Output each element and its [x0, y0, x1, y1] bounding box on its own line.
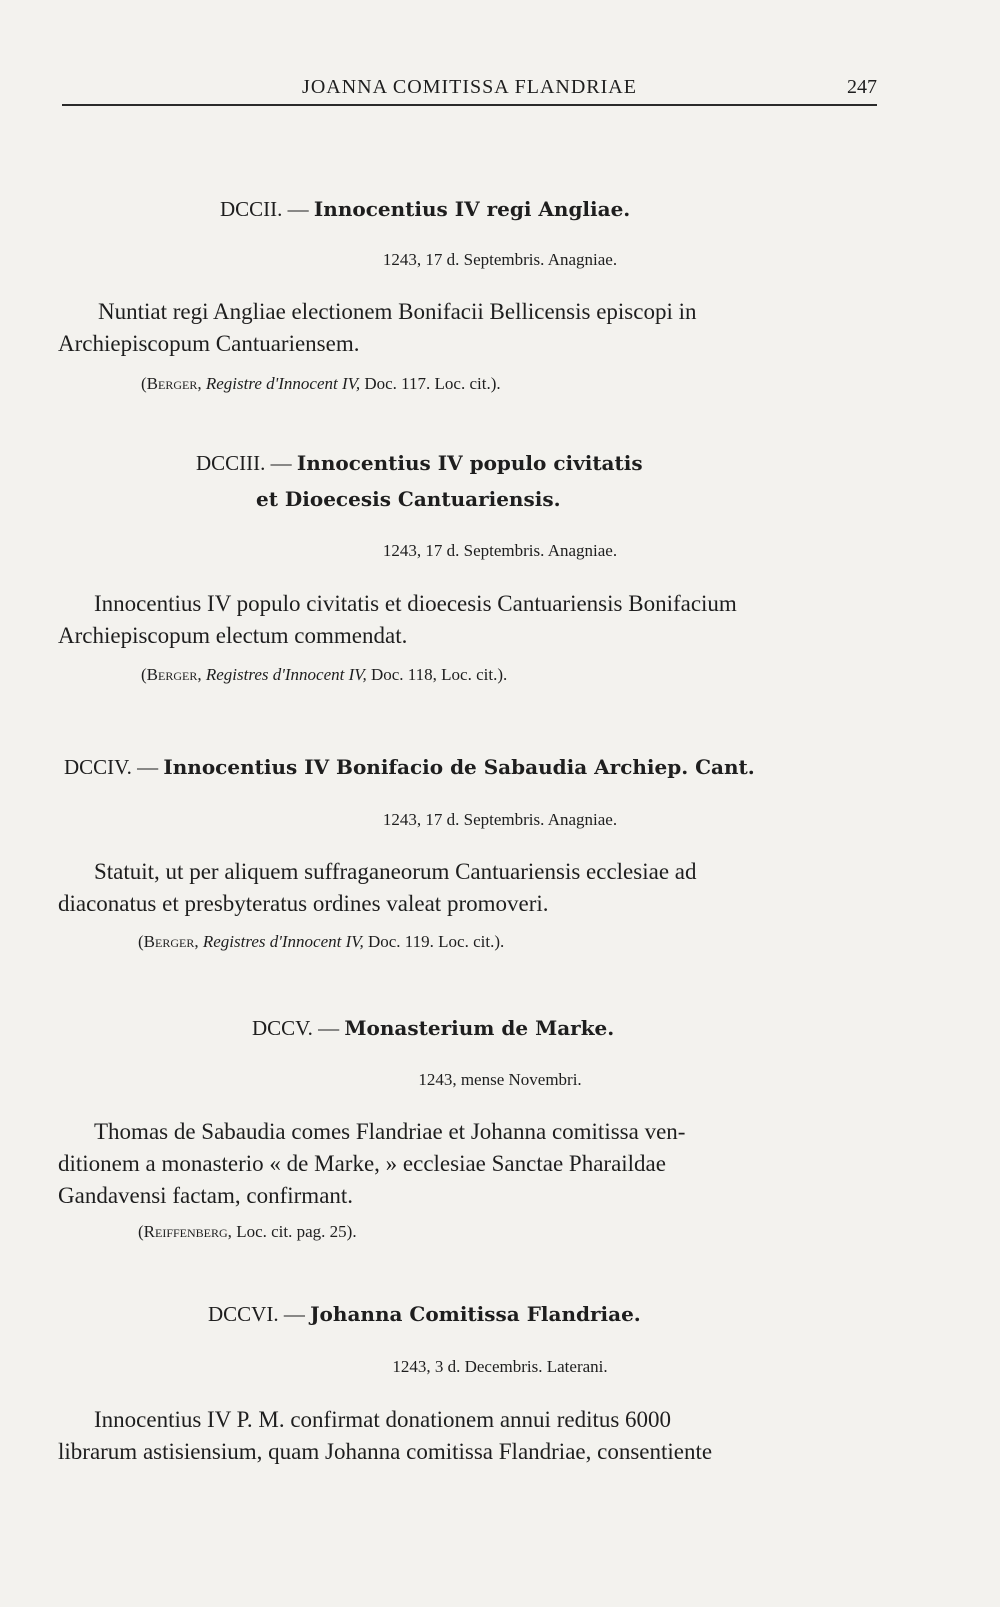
- entry-body: [58, 588, 876, 652]
- entry-number: DCCII. —: [220, 197, 309, 221]
- ref-author: Reiffenberg,: [143, 1222, 232, 1241]
- entry-date: 1243, mense Novembri.: [418, 1070, 582, 1089]
- body-line: Nuntiat regi Angliae electionem Bonifacii Bellicensis episcopi in: [98, 299, 697, 324]
- entry-heading-dccii: [220, 197, 630, 222]
- entry-number: DCCVI. —: [208, 1302, 305, 1326]
- body-line: ditionem a monasterio « de Marke, » ecclesiae Sanctae Pharaildae: [58, 1151, 666, 1176]
- entry-date: 1243, 3 d. Decembris. Laterani.: [392, 1357, 608, 1376]
- ref-work: Registres d'Innocent IV,: [205, 665, 367, 684]
- body-line: Archiepiscopum electum commendat.: [58, 623, 408, 648]
- body-line: diaconatus et presbyteratus ordines valeat promoveri.: [58, 891, 549, 916]
- entry-number: DCCV. —: [252, 1016, 340, 1040]
- entry-date: 1243, 17 d. Septembris. Anagniae.: [382, 810, 618, 829]
- ref-open: (: [138, 932, 144, 951]
- entry-date: 1243, 17 d. Septembris. Anagniae.: [382, 541, 618, 560]
- entry-reference: [138, 1222, 357, 1242]
- body-line: librarum astisiensium, quam Johanna comitissa Flandriae, consentiente: [58, 1439, 713, 1464]
- entry-number: DCCIV. —: [64, 755, 159, 779]
- entry-heading-dcciii: [196, 451, 643, 476]
- entry-title: et Dioecesis Cantuariensis.: [256, 487, 561, 511]
- page-number: 247: [847, 76, 877, 98]
- body-line: Innocentius IV populo civitatis et dioecesis Cantuariensis Bonifacium: [94, 591, 737, 616]
- entry-reference: [138, 932, 504, 952]
- entry-title: Johanna Comitissa Flandriae.: [310, 1302, 641, 1326]
- entry-reference: [141, 665, 507, 685]
- body-line: Gandavensi factam, confirmant.: [58, 1183, 354, 1208]
- ref-rest: Loc. cit. pag. 25).: [236, 1222, 357, 1241]
- entry-title: Innocentius IV Bonifacio de Sabaudia Archiep. Cant.: [163, 755, 755, 779]
- ref-author: Berger,: [146, 374, 202, 393]
- ref-rest: Doc. 119. Loc. cit.).: [367, 932, 505, 951]
- entry-heading-dcciii-cont: [256, 487, 561, 512]
- ref-author: Berger,: [146, 665, 202, 684]
- body-line: Thomas de Sabaudia comes Flandriae et Johanna comitissa ven-: [94, 1119, 686, 1144]
- entry-title: Innocentius IV populo civitatis: [296, 451, 643, 475]
- body-line: Innocentius IV P. M. confirmat donationem annui reditus 6000: [94, 1407, 672, 1432]
- entry-body: [58, 1404, 876, 1468]
- ref-rest: Doc. 117. Loc. cit.).: [364, 374, 501, 393]
- entry-body: [58, 296, 876, 360]
- entry-date: 1243, 17 d. Septembris. Anagniae.: [382, 250, 618, 269]
- entry-heading-dccvi: [208, 1302, 641, 1327]
- entry-title: Monasterium de Marke.: [344, 1016, 615, 1040]
- entry-number: DCCIII. —: [196, 451, 292, 475]
- ref-work: Registre d'Innocent IV,: [205, 374, 361, 393]
- ref-open: (: [138, 1222, 144, 1241]
- running-title: JOANNA COMITISSA FLANDRIAE: [302, 76, 637, 98]
- ref-rest: Doc. 118, Loc. cit.).: [370, 665, 508, 684]
- entry-title: Innocentius IV regi Angliae.: [313, 197, 631, 221]
- entry-body: [58, 1116, 876, 1212]
- entry-body: [58, 856, 876, 920]
- body-line: Archiepiscopum Cantuariensem.: [58, 331, 360, 356]
- ref-open: (: [141, 665, 147, 684]
- entry-heading-dcciv: [64, 755, 755, 780]
- running-header: [62, 74, 877, 106]
- ref-author: Berger,: [143, 932, 199, 951]
- entry-reference: [141, 374, 501, 394]
- entry-heading-dccv: [252, 1016, 614, 1041]
- ref-work: Registres d'Innocent IV,: [202, 932, 364, 951]
- ref-open: (: [141, 374, 147, 393]
- body-line: Statuit, ut per aliquem suffraganeorum Cantuariensis ecclesiae ad: [94, 859, 697, 884]
